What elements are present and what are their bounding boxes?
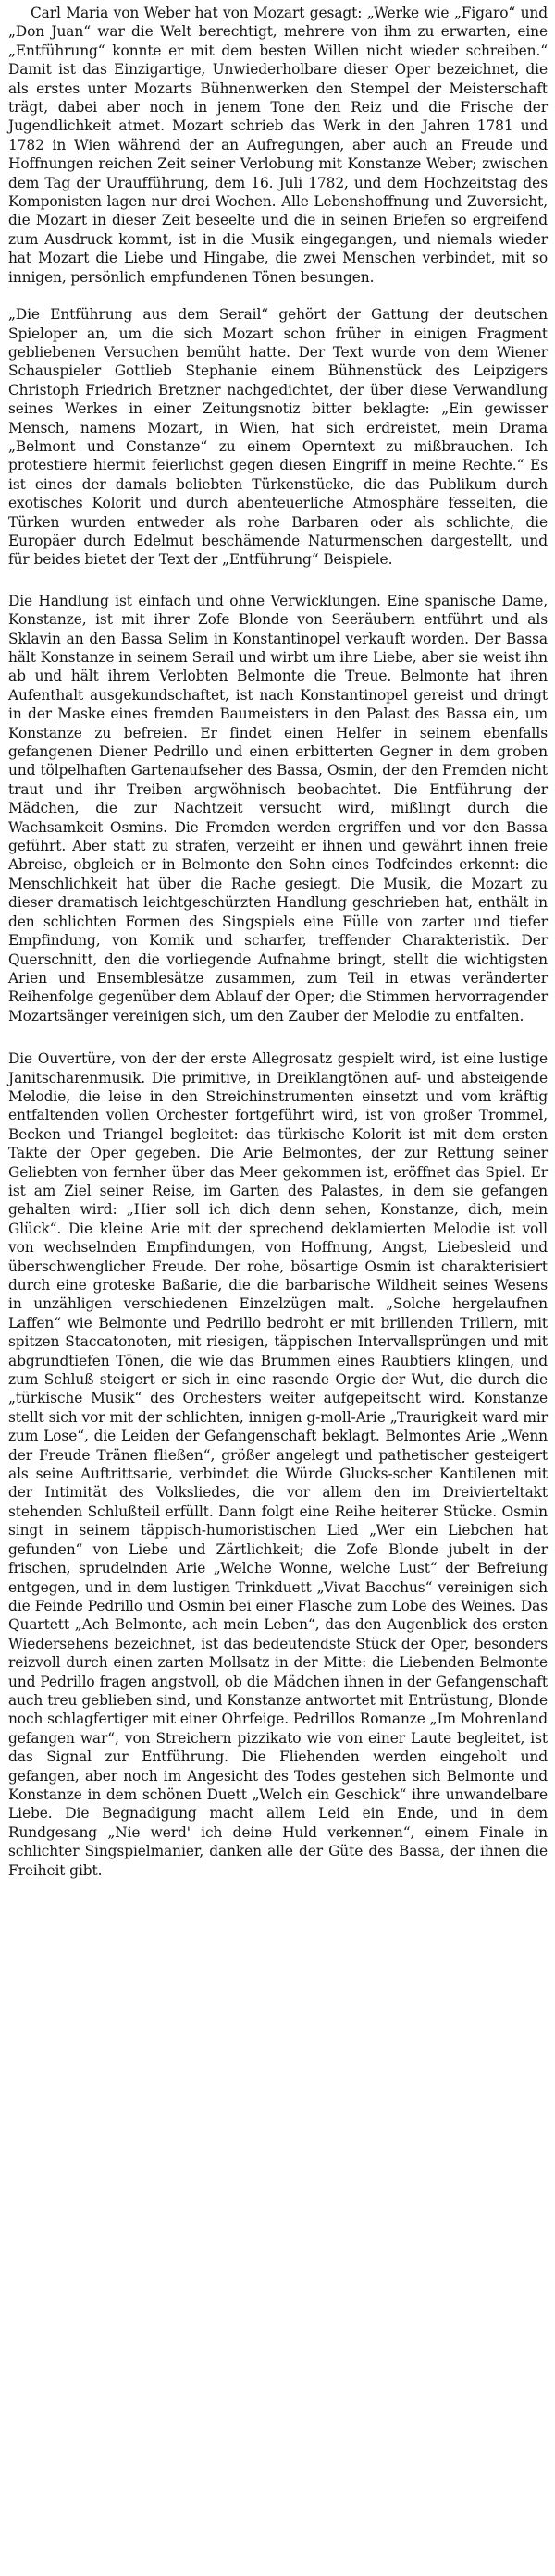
paragraph-music: Die Ouvertüre, von der der erste Allegrosatz gespielt wird, ist eine lustige Janitscharenmusik. Die primitive, in Dreiklangtönen auf- und absteigende Melodie, die leise in den Streichinstrumenten einsetzt und vom kräftig entfaltenden vollen Orchester fortgeführt wird, ist von großer Trommel, Becken und Triangel begleitet: das türkische Kolorit ist mit dem ersten Takte der Oper gegeben. Die Arie Belmontes, der zur Rettung seiner Geliebten von fernher über das Meer gekommen ist, eröffnet das Spiel. Er ist am Ziel seiner Reise, im Garten des Palastes, in dem sie gefangen gehalten wird: „Hier soll ich dich denn sehen, Konstanze, dich, mein Glück“. Die kleine Arie mit der sprechend deklamierten Melodie ist voll von wechselnden Empfindungen, von Hoffnung, Angst, Liebesleid und überschwenglicher Freude. Der rohe, bösartige Osmin ist charakterisiert durch eine groteske Baßarie, die die barbarische Wildheit seines Wesens in unzähligen verschiedenen Einzelzügen malt. „Solche hergelaufnen Laffen“ wie Belmonte und Pedrillo bedroht er mit brillenden Trillern, mit spitzen Staccatonoten, mit riesigen, täppischen Intervallsprüngen und mit abgrundtiefen Tönen, die wie das Brummen eines Raubtiers klingen, und zum Schluß steigert er sich in eine rasende Orgie der Wut, die durch die „türkische Musik“ des Orchesters weiter aufgepeitscht wird. Konstanze stellt sich vor mit der schlichten, innigen g-moll-Arie „Traurigkeit ward mir zum Lose“, die Leiden der Gefangenschaft beklagt. Belmontes Arie „Wenn der Freude Tränen fließen“, größer angelegt und pathetischer gesteigert als seine Auftrittsarie, verbindet die Würde Glucks-scher Kantilenen mit der Intimität des Volksliedes, die vor allem den im Dreivierteltakt stehenden Schlußteil erfüllt. Dann folgt eine Reihe heiterer Stücke. Osmin singt in seinem täppisch-humoristischen Lied „Wer ein Liebchen hat gefunden“ von Liebe und Zärtlichkeit; die Zofe Blonde jubelt in der frischen, sprudelnden Arie „Welche Wonne, welche Lust“ der Befreiung entgegen, und in dem lustigen Trinkduett „Vivat Bacchus“ vereinigen sich die Feinde Pedrillo und Osmin bei einer Flasche zum Lobe des Weines. Das Quartett „Ach Belmonte, ach mein Leben“, das den Augenblick des ersten Wiedersehens bezeichnet, ist das bedeutendste Stück der Oper, besonders reizvoll durch einen zarten Mollsatz in der Mitte: die Liebenden Belmonte und Pedrillo fragen angstvoll, ob die Mädchen ihnen in der Gefangenschaft auch treu geblieben sind, und Konstanze antwortet mit Entrüstung, Blonde noch schlagfertiger mit einer Ohrfeige. Pedrillos Romanze „Im Mohrenland gefangen war“, von Streichern pizzikato wie von einer Laute begleitet, ist das Signal zur Entführung. Die Fliehenden werden eingeholt und gefangen, aber noch im Angesicht des Todes gestehen sich Belmonte und Konstanze in dem schönen Duett „Welch ein Geschick“ ihre unwandelbare Liebe. Die Begnadigung macht allem Leid ein Ende, und in dem Rundgesang „Nie werd' ich deine Huld verkennen“, einem Finale in schlichter Singspielmanier, danken alle der Güte des Bassa, der ihnen die Freiheit gibt. xyxy=(8,1050,548,1879)
paragraph-intro: Carl Maria von Weber hat von Mozart gesagt: „Werke wie „Figaro“ und „Don Juan“ war die Welt berechtigt, mehrere von ihm zu erwarten, eine „Entführung“ konnte er mit dem besten Willen nicht wieder schreiben.“ Damit ist das Einzigartige, Unwiederholbare dieser Oper bezeichnet, die als erstes unter Mozarts Bühnenwerken den Stempel der Meisterschaft trägt, dabei aber noch in jenem Tone den Reiz und die Frische der Jugendlichkeit atmet. Mozart schrieb das Werk in den Jahren 1781 und 1782 in Wien während der an Aufregungen, aber auch an Freude und Hoffnungen reichen Zeit seiner Verlobung mit Konstanze Weber; zwischen dem Tag der Uraufführung, dem 16. Juli 1782, und dem Hochzeitstag des Komponisten lagen nur drei Wochen. Alle Lebenshoffnung und Zuversicht, die Mozart in dieser Zeit beseelte und die in seinen Briefen so ergreifend zum Ausdruck kommt, ist in die Musik eingegangen, und niemals wieder hat Mozart die Liebe und Hingabe, die zwei Menschen verbindet, mit so innigen, persönlich empfundenen Tönen besungen. xyxy=(8,5,548,286)
paragraph-plot: Die Handlung ist einfach und ohne Verwicklungen. Eine spanische Dame, Konstanze, ist mit ihrer Zofe Blonde von Seeräubern entführt und als Sklavin an den Bassa Selim in Konstantinopel verkauft worden. Der Bassa hält Konstanze in seinem Serail und wirbt um ihre Liebe, aber sie weist ihn ab und hält ihrem Verlobten Belmonte die Treue. Belmonte hat ihren Aufenthalt ausgekundschaftet, ist nach Konstantinopel gereist und dringt in der Maske eines fremden Baumeisters in den Palast des Bassa ein, um Konstanze zu befreien. Er findet einen Helfer in seinem ebenfalls gefangenen Diener Pedrillo und einen erbitterten Gegner in dem groben und tölpelhaften Gartenaufseher des Bassa, Osmin, der den Fremden nicht traut und ihr Treiben argwöhnisch beobachtet. Die Entführung der Mädchen, die zur Nachtzeit versucht wird, mißlingt durch die Wachsamkeit Osmins. Die Fremden werden ergriffen und vor den Bassa geführt. Aber statt zu strafen, verzeiht er ihnen und gewährt ihnen freie Abreise, obgleich er in Belmonte den Sohn eines Todfeindes erkennt: die Menschlichkeit hat über die Rache gesiegt. Die Musik, die Mozart zu dieser dramatisch leichtgeschürzten Handlung geschrieben hat, enthält in den schlichten Formen des Singspiels eine Fülle von zarter und tiefer Empfindung, von Komik und scharfer, treffender Charakteristik. Der Querschnitt, den die vorliegende Aufnahme bringt, stellt die wichtigsten Arien und Ensemblesätze zusammen, zum Teil in etwas veränderter Reihenfolge gegenüber dem Ablauf der Oper; die Stimmen hervorragender Mozartsänger vereinigen sich, um den Zauber der Melodie zu entfalten. xyxy=(8,592,548,1024)
paragraph-libretto: „Die Entführung aus dem Serail“ gehört der Gattung der deutschen Spieloper an, um die sich Mozart schon früher in einigen Fragment gebliebenen Versuchen bemüht hatte. Der Text wurde von dem Wiener Schauspieler Gottlieb Stephanie einem Bühnenstück des Leipzigers Christoph Friedrich Bretzner nachgedichtet, der über diese Verwandlung seines Werkes in einer Zeitungsnotiz bitter beklagte: „Ein gewisser Mensch, namens Mozart, in Wien, hat sich erdreistet, mein Drama „Belmont und Constanze“ zu einem Operntext zu mißbrauchen. Ich protestiere hiermit feierlichst gegen diesen Eingriff in meine Rechte.“ Es ist eines der damals beliebten Türkenstücke, die das Publikum durch exotisches Kolorit und durch abenteuerliche Atmosphäre fesselten, die Türken wurden entweder als rohe Barbaren oder als schlichte, die Europäer durch Edelmut beschämende Naturmenschen dargestellt, und für beides bietet der Text der „Entführung“ Beispiele. xyxy=(8,306,548,569)
